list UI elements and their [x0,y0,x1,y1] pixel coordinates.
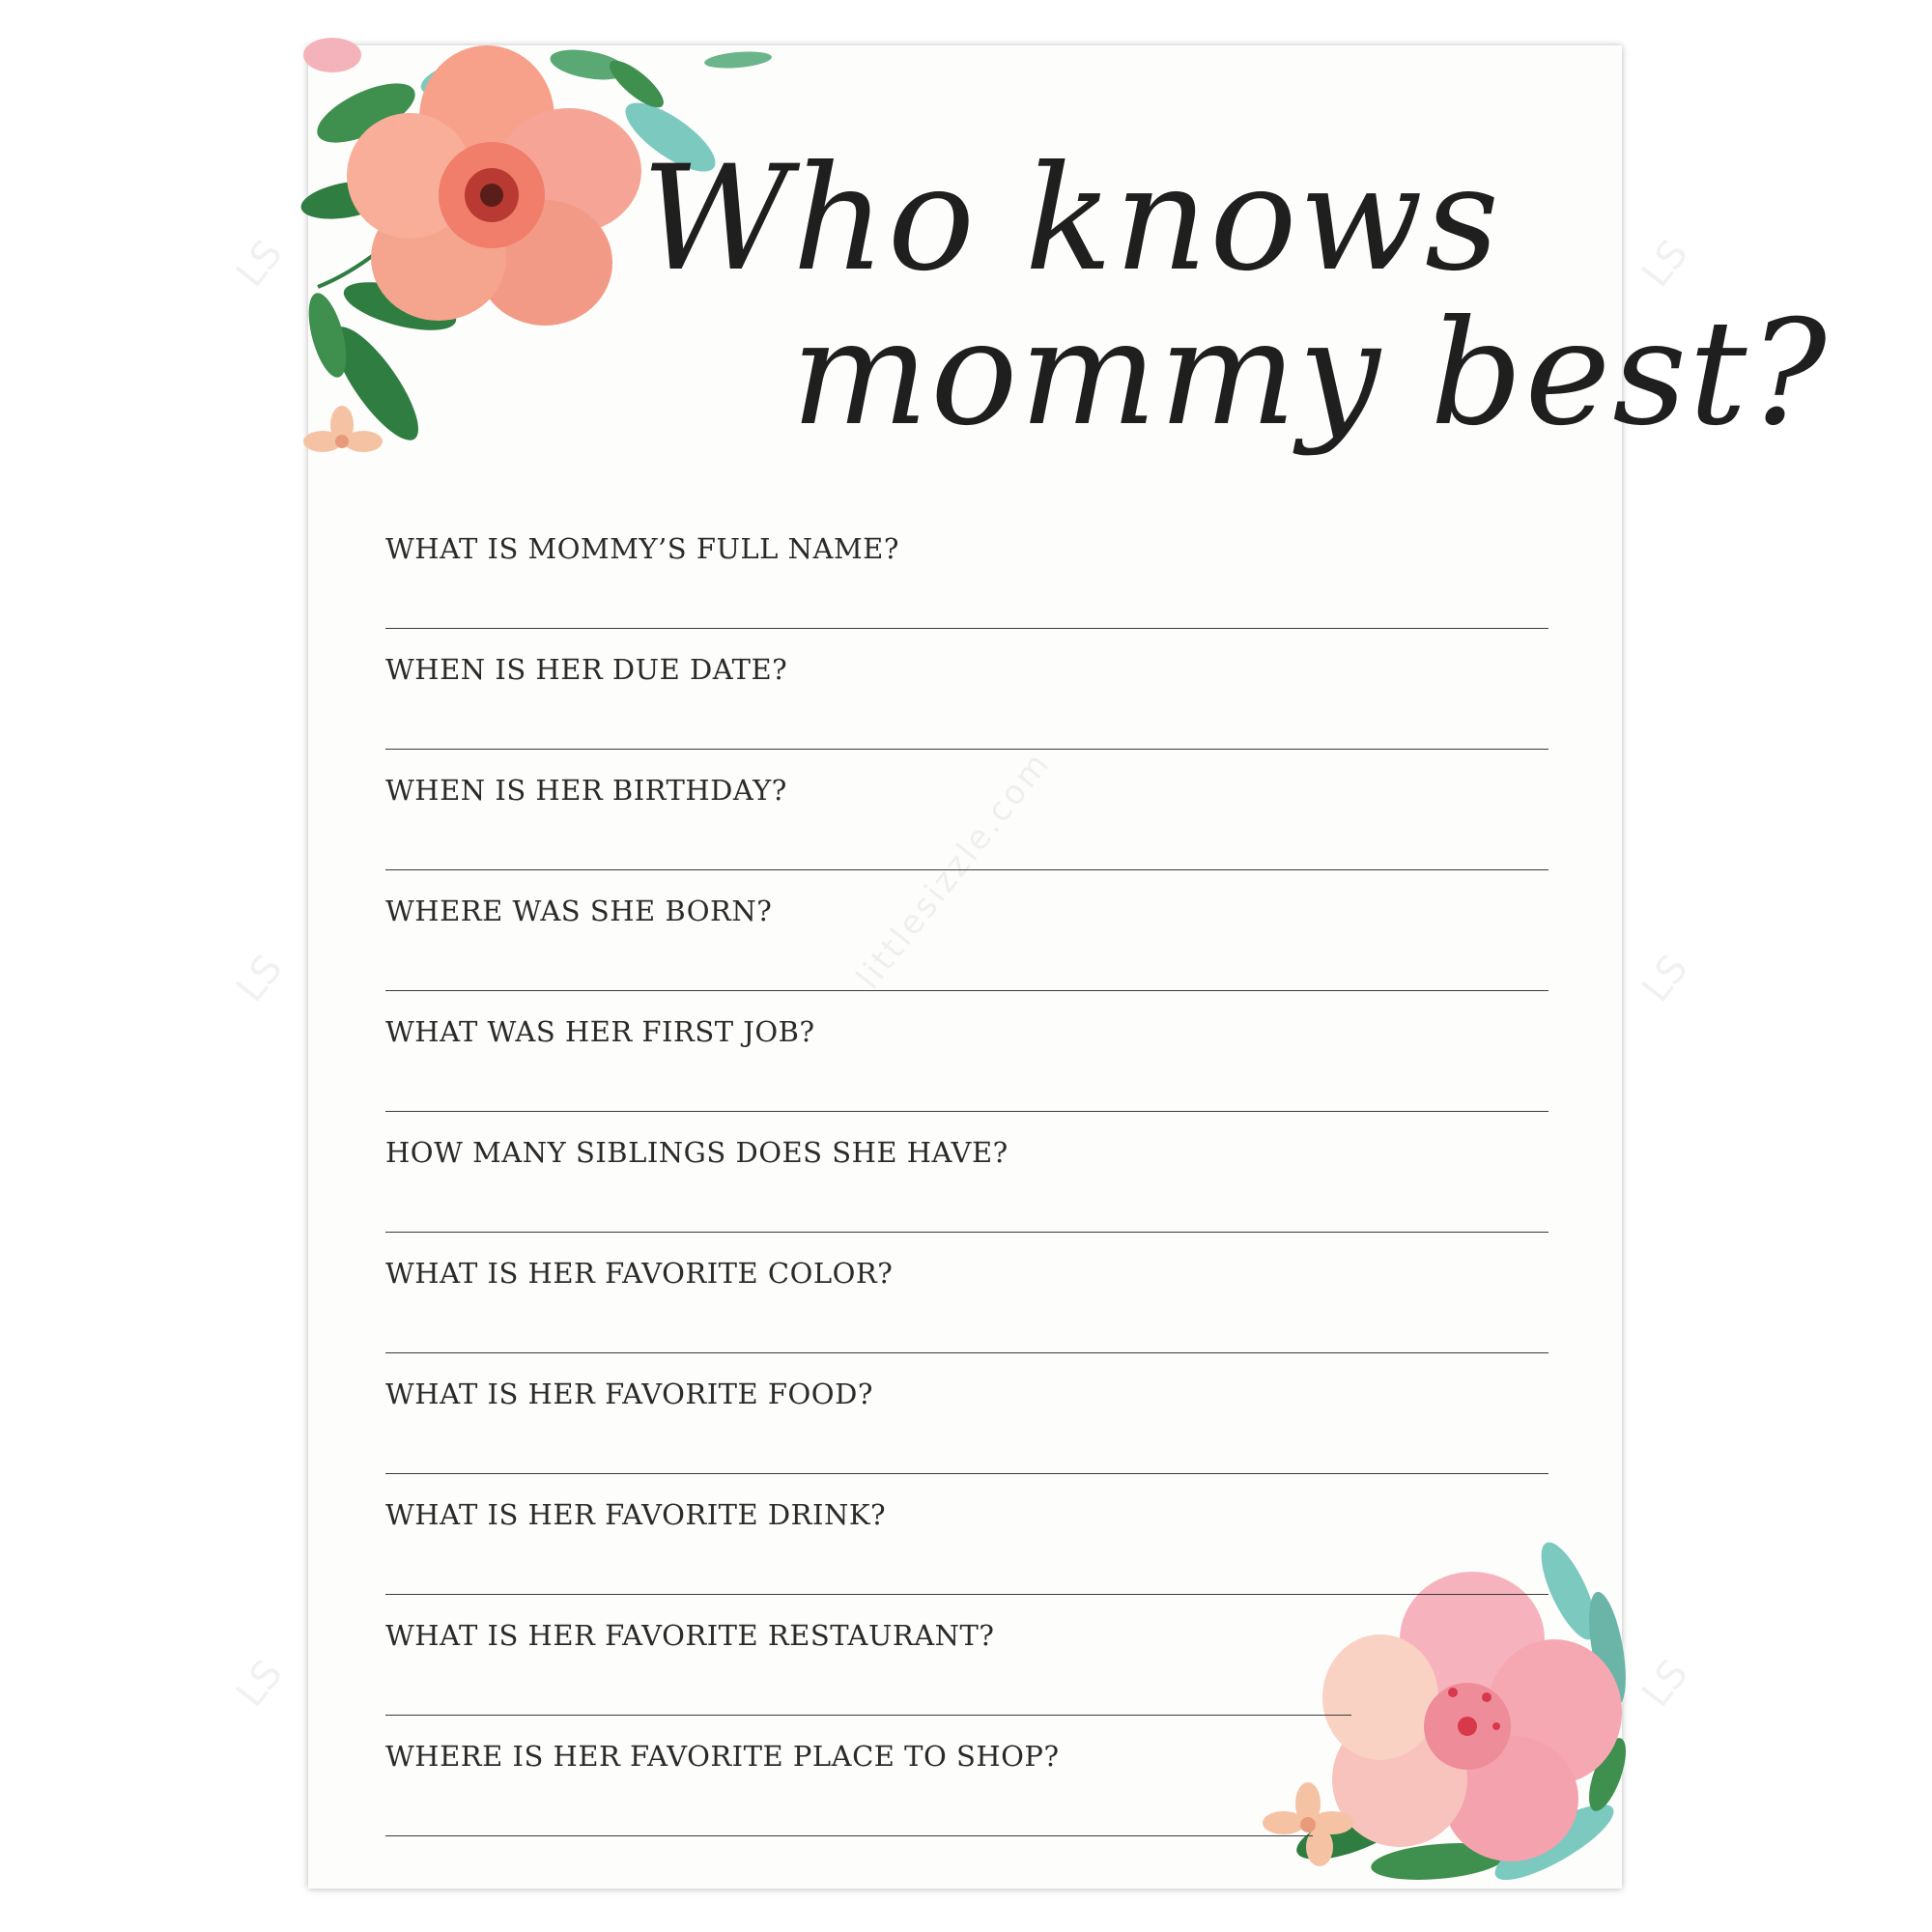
question-item [385,1243,1548,1364]
question-item [385,760,1548,881]
watermark-initials: LS [228,1652,292,1716]
answer-line[interactable] [385,628,1548,629]
question-label: WHERE WAS SHE BORN? [385,895,773,927]
question-item [385,1364,1548,1485]
answer-line[interactable] [385,1232,1548,1233]
question-label: WHAT IS HER FAVORITE COLOR? [385,1257,894,1290]
watermark-initials: LS [228,947,292,1010]
question-item [385,1002,1548,1122]
watermark-initials: LS [228,232,292,296]
answer-line[interactable] [385,1594,1548,1595]
question-label: WHEN IS HER DUE DATE? [385,653,788,686]
question-label: WHAT IS HER FAVORITE DRINK? [385,1498,887,1531]
question-label: WHAT WAS HER FIRST JOB? [385,1015,815,1048]
answer-line[interactable] [385,990,1548,991]
question-item [385,519,1548,639]
watermark-initials: LS [1634,1652,1697,1716]
question-label: WHERE IS HER FAVORITE PLACE TO SHOP? [385,1740,1060,1773]
question-label: WHAT IS HER FAVORITE FOOD? [385,1378,873,1410]
answer-line[interactable] [385,749,1548,750]
question-item [385,1485,1548,1605]
question-label: HOW MANY SIBLINGS DOES SHE HAVE? [385,1136,1009,1169]
watermark-site: littlesizzle.com [849,744,1059,997]
answer-line[interactable] [385,869,1548,870]
question-item [385,639,1548,760]
question-label: WHAT IS MOMMY’S FULL NAME? [385,532,899,565]
watermark-initials: LS [1634,232,1697,296]
question-item [385,1605,1548,1726]
answer-line[interactable] [385,1473,1548,1474]
question-item [385,1726,1548,1847]
answer-line[interactable] [385,1715,1351,1716]
question-item [385,881,1548,1002]
answer-line[interactable] [385,1111,1548,1112]
watermark-initials: LS [1634,947,1697,1010]
question-label: WHAT IS HER FAVORITE RESTAURANT? [385,1619,995,1652]
answer-line[interactable] [385,1352,1548,1353]
title-line-1: Who knows [641,135,1501,303]
question-item [385,1122,1548,1243]
title-line-2: mommy best? [791,290,1829,458]
question-label: WHEN IS HER BIRTHDAY? [385,774,787,807]
answer-line[interactable] [385,1835,1313,1836]
question-list [385,519,1548,1847]
